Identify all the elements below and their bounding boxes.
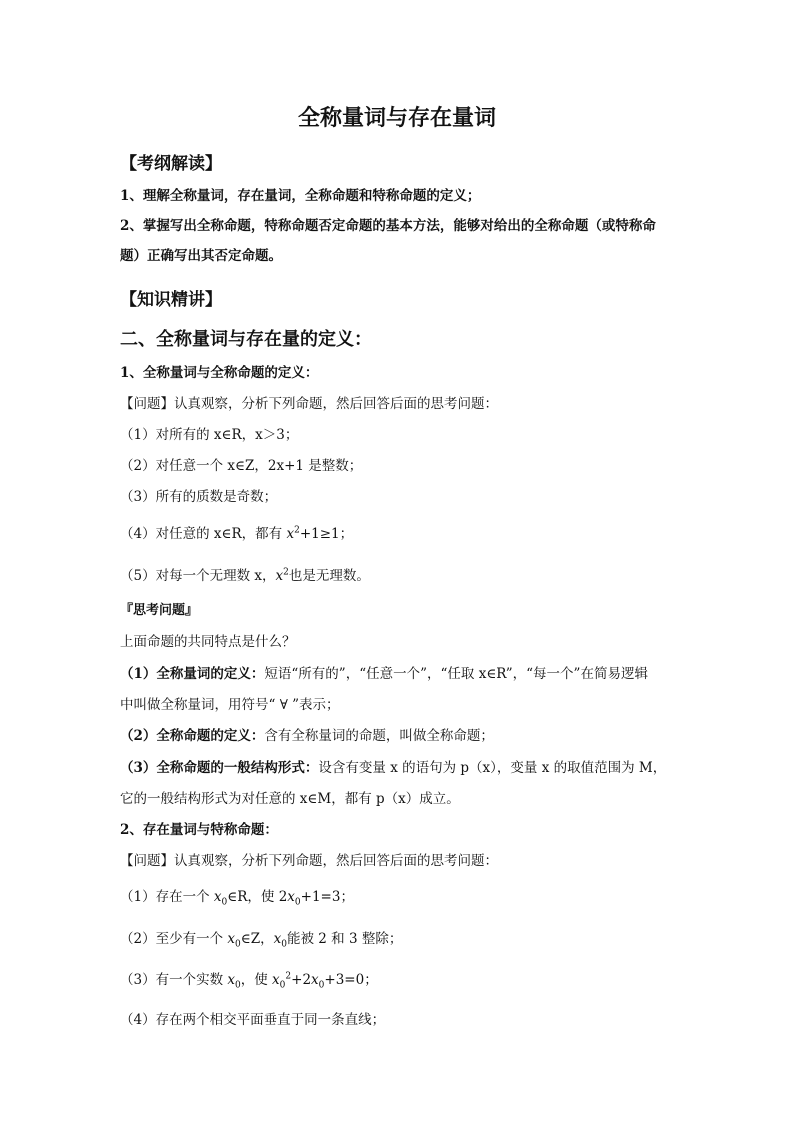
proposition-1-4-prefix: （4）对任意的 x∈R，都有: [120, 526, 287, 542]
problem-prompt-1: 【问题】认真观察，分析下列命题，然后回答后面的思考问题：: [120, 396, 498, 412]
proposition-1-3: （3）所有的质数是奇数；: [120, 489, 278, 505]
text: ∈R，使 2: [227, 889, 288, 905]
subscript: 0: [221, 897, 228, 908]
think-question: 上面命题的共同特点是什么？: [120, 634, 296, 650]
definition-general-form-cont: 它的一般结构形式为对任意的 x∈M，都有 p（x）成立。: [120, 791, 460, 807]
variable-x: x: [227, 972, 236, 988]
proposition-1-5-suffix: 也是无理数。: [288, 568, 370, 584]
proposition-1-4-suffix: +1≥1；: [299, 526, 354, 542]
proposition-2-4: （4）存在两个相交平面垂直于同一条直线；: [120, 1012, 386, 1028]
text: +1=3；: [300, 889, 354, 905]
section-heading-knowledge: 【知识精讲】: [120, 290, 222, 310]
exponent: 2: [283, 567, 289, 578]
outline-item-2-line-2: 题）正确写出其否定命题。: [120, 248, 282, 264]
proposition-2-1: [120, 887, 354, 907]
variable-x: x: [286, 526, 295, 542]
text: 能被 2 和 3 整除；: [286, 931, 403, 947]
text: （1）存在一个: [120, 889, 214, 905]
proposition-1-4: [120, 524, 353, 544]
proposition-2-3: [120, 970, 378, 990]
definition-label: （1）全称量词的定义：: [120, 666, 265, 682]
definition-universal-quantifier: [120, 664, 648, 684]
subscript: 0: [318, 980, 325, 991]
subscript: 0: [279, 980, 286, 991]
variable-x: x: [275, 568, 284, 584]
definition-text: 设含有变量 x 的语句为 p（x），变量 x 的取值范围为 M，: [318, 760, 667, 776]
variable-x: x: [272, 972, 280, 988]
text: +2: [291, 972, 312, 988]
text: +3=0；: [324, 972, 378, 988]
outline-item-1: 1、理解全称量词，存在量词，全称命题和特称命题的定义；: [120, 188, 481, 204]
exponent: 2: [294, 525, 300, 536]
definition-text: 短语“所有的”，“任意一个”，“任取 x∈R”，“每一个”在简易逻辑: [264, 666, 648, 682]
variable-x: x: [311, 972, 319, 988]
definition-label: （2）全称命题的定义：: [120, 728, 265, 744]
subscript: 0: [294, 897, 301, 908]
proposition-2-2: [120, 929, 402, 949]
variable-x: x: [273, 931, 282, 947]
page-title: 全称量词与存在量词: [297, 106, 496, 131]
subheading-existential: 2、存在量词与特称命题：: [120, 822, 278, 838]
variable-x: x: [287, 889, 295, 905]
subheading-universal: 1、全称量词与全称命题的定义：: [120, 365, 319, 381]
section-heading-outline: 【考纲解读】: [120, 154, 222, 174]
outline-item-2-line-1: 2、掌握写出全称命题，特称命题否定命题的基本方法，能够对给出的全称命题（或特称命: [120, 218, 656, 234]
exponent: 2: [285, 971, 292, 982]
proposition-1-2: （2）对任意一个 x∈Z，2x+1 是整数；: [120, 458, 363, 474]
subscript: 0: [235, 939, 241, 950]
subscript: 0: [281, 939, 287, 950]
text: ，使: [240, 972, 273, 988]
heading-definitions: 二、全称量词与存在量的定义：: [120, 329, 372, 350]
text: ∈Z，: [240, 931, 274, 947]
text: （3）有一个实数: [120, 972, 228, 988]
definition-universal-quantifier-cont: 中叫做全称量词，用符号“ ∀ ”表示；: [120, 697, 340, 713]
variable-x: x: [227, 931, 236, 947]
definition-label: （3）全称命题的一般结构形式：: [120, 760, 319, 776]
text: （2）至少有一个: [120, 931, 228, 947]
definition-text: 含有全称量词的命题，叫做全称命题；: [264, 728, 494, 744]
variable-x: x: [213, 889, 222, 905]
proposition-1-5-prefix: （5）对每一个无理数 x，: [120, 568, 276, 584]
think-label: 『思考问题』: [120, 603, 199, 618]
proposition-1-5: [120, 566, 370, 586]
definition-universal-proposition: [120, 726, 494, 746]
problem-prompt-2: 【问题】认真观察，分析下列命题，然后回答后面的思考问题：: [120, 853, 498, 869]
subscript: 0: [235, 980, 241, 991]
proposition-1-1: （1）对所有的 x∈R，x＞3；: [120, 427, 299, 443]
definition-general-form: [120, 758, 666, 778]
